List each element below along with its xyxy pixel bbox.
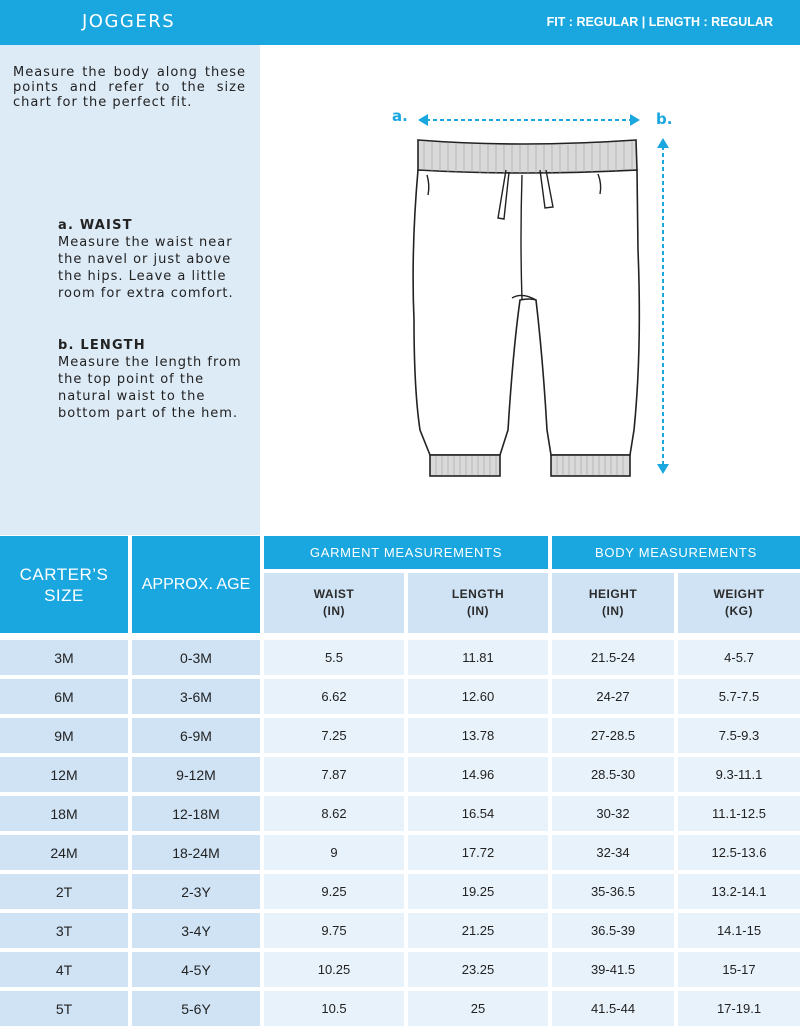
title-bar [0,0,800,45]
height-cell: 36.5-39 [552,913,674,948]
waist-text: Measure the waist near the navel or just above the hips. Leave a little room for extra comfort. [58,235,234,301]
waist-cell: 7.25 [264,718,404,753]
weight-cell: 11.1-12.5 [678,796,800,831]
header-carters-size [0,536,128,633]
weight-cell: 9.3-11.1 [678,757,800,792]
length-text: Measure the length from the top point of the natural waist to the bottom part of the hem. [58,355,242,421]
header-garment-measurements [264,536,548,569]
header-length-label: LENGTH (IN) [451,587,505,618]
header-body-measurements [552,536,800,569]
length-cell: 25 [408,991,548,1026]
height-cell: 24-27 [552,679,674,714]
header-height-label: HEIGHT (IN) [588,587,638,618]
weight-cell: 5.7-7.5 [678,679,800,714]
age-cell: 18-24M [132,835,260,870]
waist-cell: 10.5 [264,991,404,1026]
fit-info: FIT : REGULAR | LENGTH : REGULAR [546,15,773,29]
guide-intro: Measure the body along these points and refer to the size chart for the perfect fit. [13,65,246,110]
pants-outline [413,140,639,476]
size-cell: 24M [0,835,128,870]
weight-cell: 12.5-13.6 [678,835,800,870]
header-weight [678,573,800,633]
waist-instructions [58,217,248,302]
waist-cell: 10.25 [264,952,404,987]
length-arrow [657,138,669,474]
size-cell: 12M [0,757,128,792]
waist-cell: 9.25 [264,874,404,909]
size-cell: 6M [0,679,128,714]
joggers-illustration [380,100,690,485]
header-waist-label: WAIST (IN) [313,587,355,618]
waist-cell: 6.62 [264,679,404,714]
weight-cell: 4-5.7 [678,640,800,675]
height-cell: 30-32 [552,796,674,831]
header-height [552,573,674,633]
height-cell: 32-34 [552,835,674,870]
weight-cell: 13.2-14.1 [678,874,800,909]
length-cell: 17.72 [408,835,548,870]
waist-cell: 5.5 [264,640,404,675]
age-cell: 2-3Y [132,874,260,909]
label-a: a. [392,107,408,125]
height-cell: 28.5-30 [552,757,674,792]
height-cell: 35-36.5 [552,874,674,909]
size-cell: 18M [0,796,128,831]
height-cell: 39-41.5 [552,952,674,987]
height-cell: 21.5-24 [552,640,674,675]
length-cell: 23.25 [408,952,548,987]
header-body-label: BODY MEASUREMENTS [595,545,757,560]
waist-cell: 9.75 [264,913,404,948]
age-cell: 3-6M [132,679,260,714]
header-length [408,573,548,633]
waist-cell: 7.87 [264,757,404,792]
length-cell: 13.78 [408,718,548,753]
weight-cell: 15-17 [678,952,800,987]
waist-cell: 9 [264,835,404,870]
height-cell: 41.5-44 [552,991,674,1026]
height-cell: 27-28.5 [552,718,674,753]
length-cell: 14.96 [408,757,548,792]
length-instructions [58,337,248,422]
header-garment-label: GARMENT MEASUREMENTS [309,545,503,560]
header-weight-label: WEIGHT (KG) [713,587,765,618]
weight-cell: 17-19.1 [678,991,800,1026]
size-cell: 9M [0,718,128,753]
size-cell: 2T [0,874,128,909]
size-cell: 4T [0,952,128,987]
age-cell: 0-3M [132,640,260,675]
header-waist [264,573,404,633]
length-heading: b. LENGTH [58,338,146,353]
age-cell: 5-6Y [132,991,260,1026]
age-cell: 9-12M [132,757,260,792]
page-title: JOGGERS [82,11,176,32]
length-cell: 12.60 [408,679,548,714]
length-cell: 16.54 [408,796,548,831]
label-b: b. [656,110,673,128]
length-cell: 19.25 [408,874,548,909]
age-cell: 12-18M [132,796,260,831]
header-carters-size-label: CARTER’S SIZE [19,564,109,605]
size-cell: 5T [0,991,128,1026]
header-approx-age-label: APPROX. AGE [141,575,251,593]
weight-cell: 14.1-15 [678,913,800,948]
measurement-guide-panel [0,45,260,535]
waist-cell: 8.62 [264,796,404,831]
size-cell: 3T [0,913,128,948]
weight-cell: 7.5-9.3 [678,718,800,753]
length-cell: 11.81 [408,640,548,675]
age-cell: 3-4Y [132,913,260,948]
size-cell: 3M [0,640,128,675]
waist-heading: a. WAIST [58,218,133,233]
header-approx-age [132,536,260,633]
length-cell: 21.25 [408,913,548,948]
waist-arrow [418,114,640,126]
age-cell: 4-5Y [132,952,260,987]
age-cell: 6-9M [132,718,260,753]
